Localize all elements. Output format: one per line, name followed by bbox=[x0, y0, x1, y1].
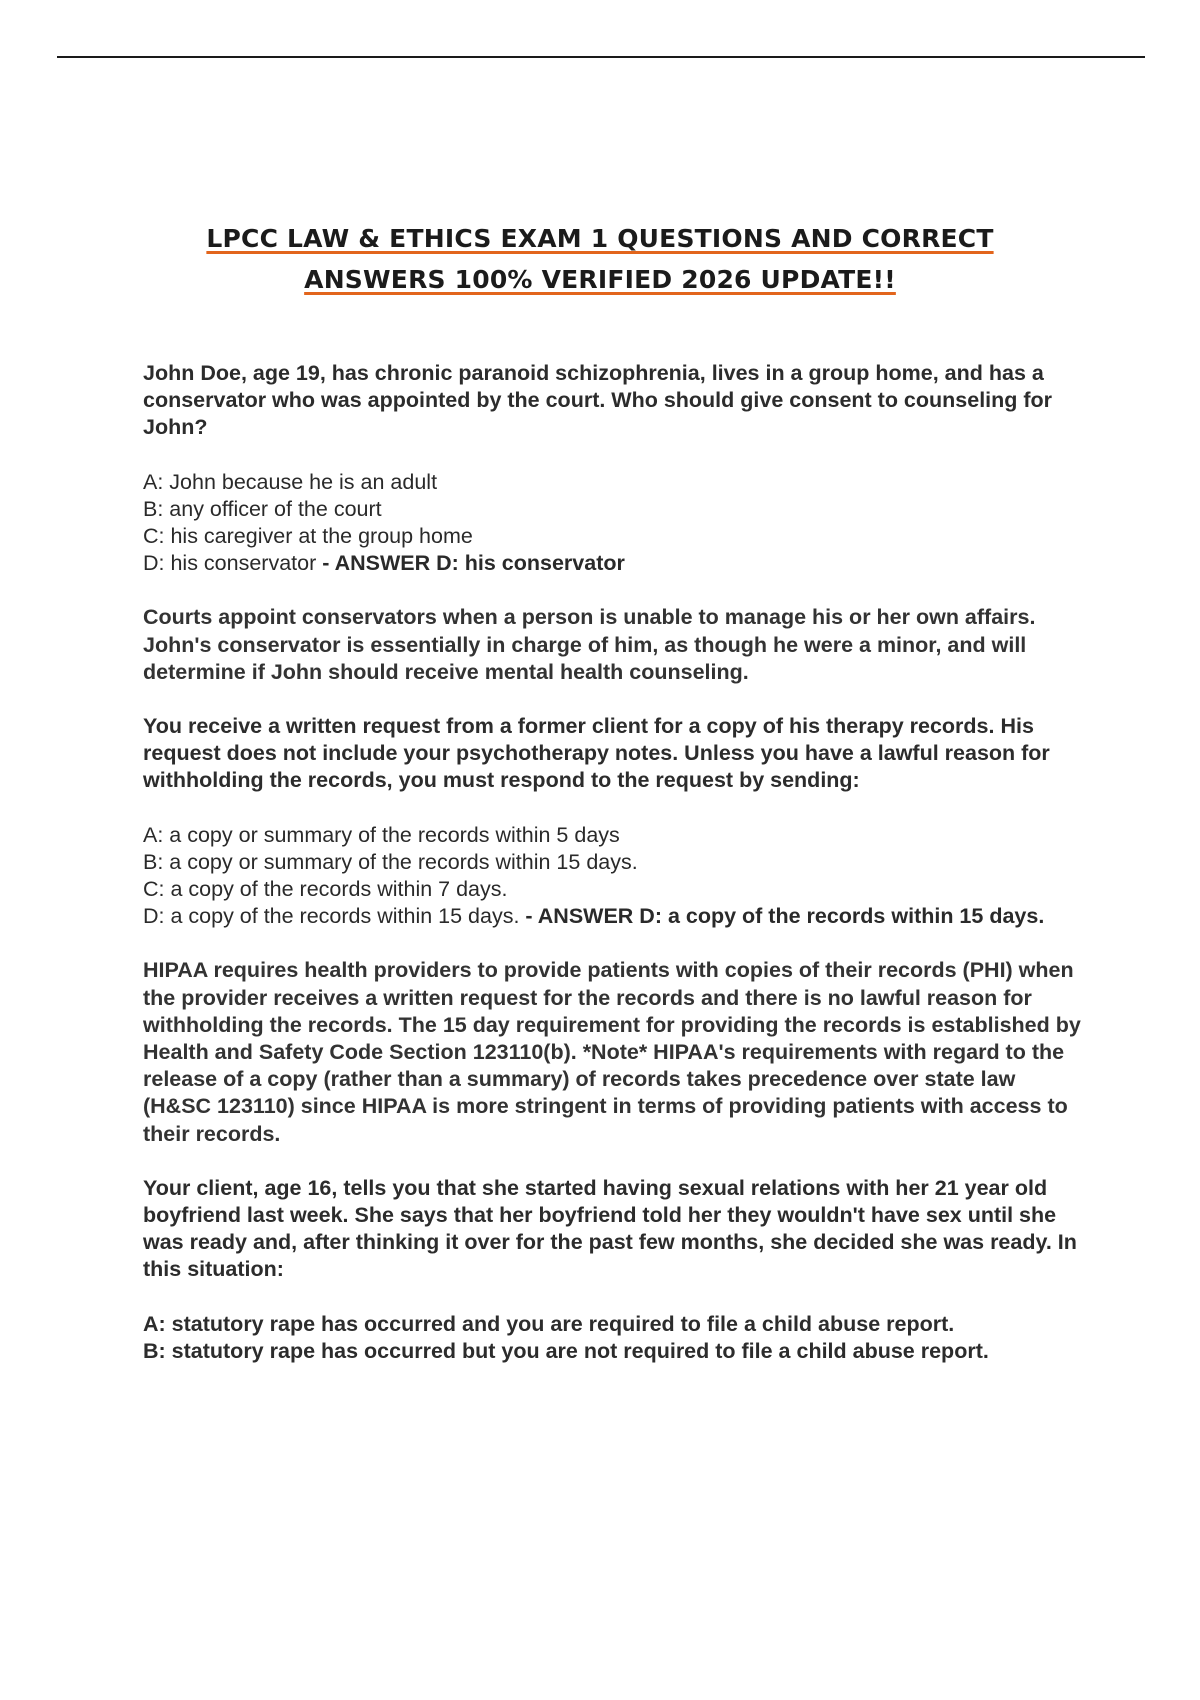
question-2-stem-block bbox=[143, 713, 1088, 795]
title-line-2: ANSWERS 100% VERIFIED 2026 UPDATE!! bbox=[304, 265, 896, 294]
question-stem: Your client, age 16, tells you that she started having sexual relations with her 21 year old boyfriend last week. She says that her boyfriend told her they wouldn't have sex until she was ready and, after thinking it over for the past few months, she decided she was ready. In this situation: bbox=[143, 1175, 1077, 1282]
answer-option: A: a copy or summary of the records within 5 days bbox=[143, 822, 620, 847]
answer-option-text: D: a copy of the records within 15 days. bbox=[143, 904, 520, 929]
answer-option-with-answer bbox=[143, 550, 1088, 577]
question-stem: John Doe, age 19, has chronic paranoid schizophrenia, lives in a group home, and has a conservator who was appointed by the court. Who should give consent to counseling for John? bbox=[143, 361, 1053, 440]
question-3-stem-block bbox=[143, 1175, 1088, 1284]
answer-option: A: John because he is an adult bbox=[143, 469, 438, 494]
answer-option: A: statutory rape has occurred and you are required to file a child abuse report. bbox=[143, 1311, 955, 1336]
answer-option: C: his caregiver at the group home bbox=[143, 524, 473, 549]
document-body bbox=[143, 360, 1088, 1392]
question-3-options bbox=[143, 1311, 1088, 1365]
question-1-explanation bbox=[143, 604, 1088, 686]
answer-option: B: any officer of the court bbox=[143, 496, 382, 521]
answer-option-text: D: his conservator bbox=[143, 551, 317, 576]
question-2-explanation bbox=[143, 957, 1088, 1147]
question-2-options bbox=[143, 822, 1088, 931]
correct-answer: - ANSWER D: a copy of the records within 15 days. bbox=[519, 904, 1045, 929]
answer-option: C: a copy of the records within 7 days. bbox=[143, 877, 508, 902]
question-1-stem-block bbox=[143, 360, 1088, 442]
answer-option-with-answer bbox=[143, 903, 1088, 930]
answer-option: B: statutory rape has occurred but you are not required to file a child abuse report. bbox=[143, 1338, 989, 1363]
answer-explanation: HIPAA requires health providers to provide patients with copies of their records (PHI) when the provider receives a written request for the records and there is no lawful reason for withholding the records. The 15 day requirement for providing the records is established by Health and Safety Code Section 123110(b). *Note* HIPAA's requirements with regard to the release of a copy (rather than a summary) of records takes precedence over state law (H&SC 123110) since HIPAA is more stringent in terms of providing patients with access to their records. bbox=[143, 958, 1081, 1146]
title-line-1: LPCC LAW & ETHICS EXAM 1 QUESTIONS AND CORRECT bbox=[206, 224, 994, 253]
question-stem: You receive a written request from a former client for a copy of his therapy records. His request does not include your psychotherapy notes. Unless you have a lawful reason for withholding the records, you must respond to the request by sending: bbox=[143, 714, 1050, 793]
answer-explanation: Courts appoint conservators when a person is unable to manage his or her own affairs. John's conservator is essentially in charge of him, as though he were a minor, and will determine if John should receive mental health counseling. bbox=[143, 605, 1036, 684]
header-rule bbox=[57, 56, 1145, 58]
answer-option: B: a copy or summary of the records within 15 days. bbox=[143, 849, 638, 874]
question-1-options bbox=[143, 469, 1088, 578]
document-title bbox=[120, 218, 1080, 300]
correct-answer: - ANSWER D: his conservator bbox=[316, 551, 625, 576]
